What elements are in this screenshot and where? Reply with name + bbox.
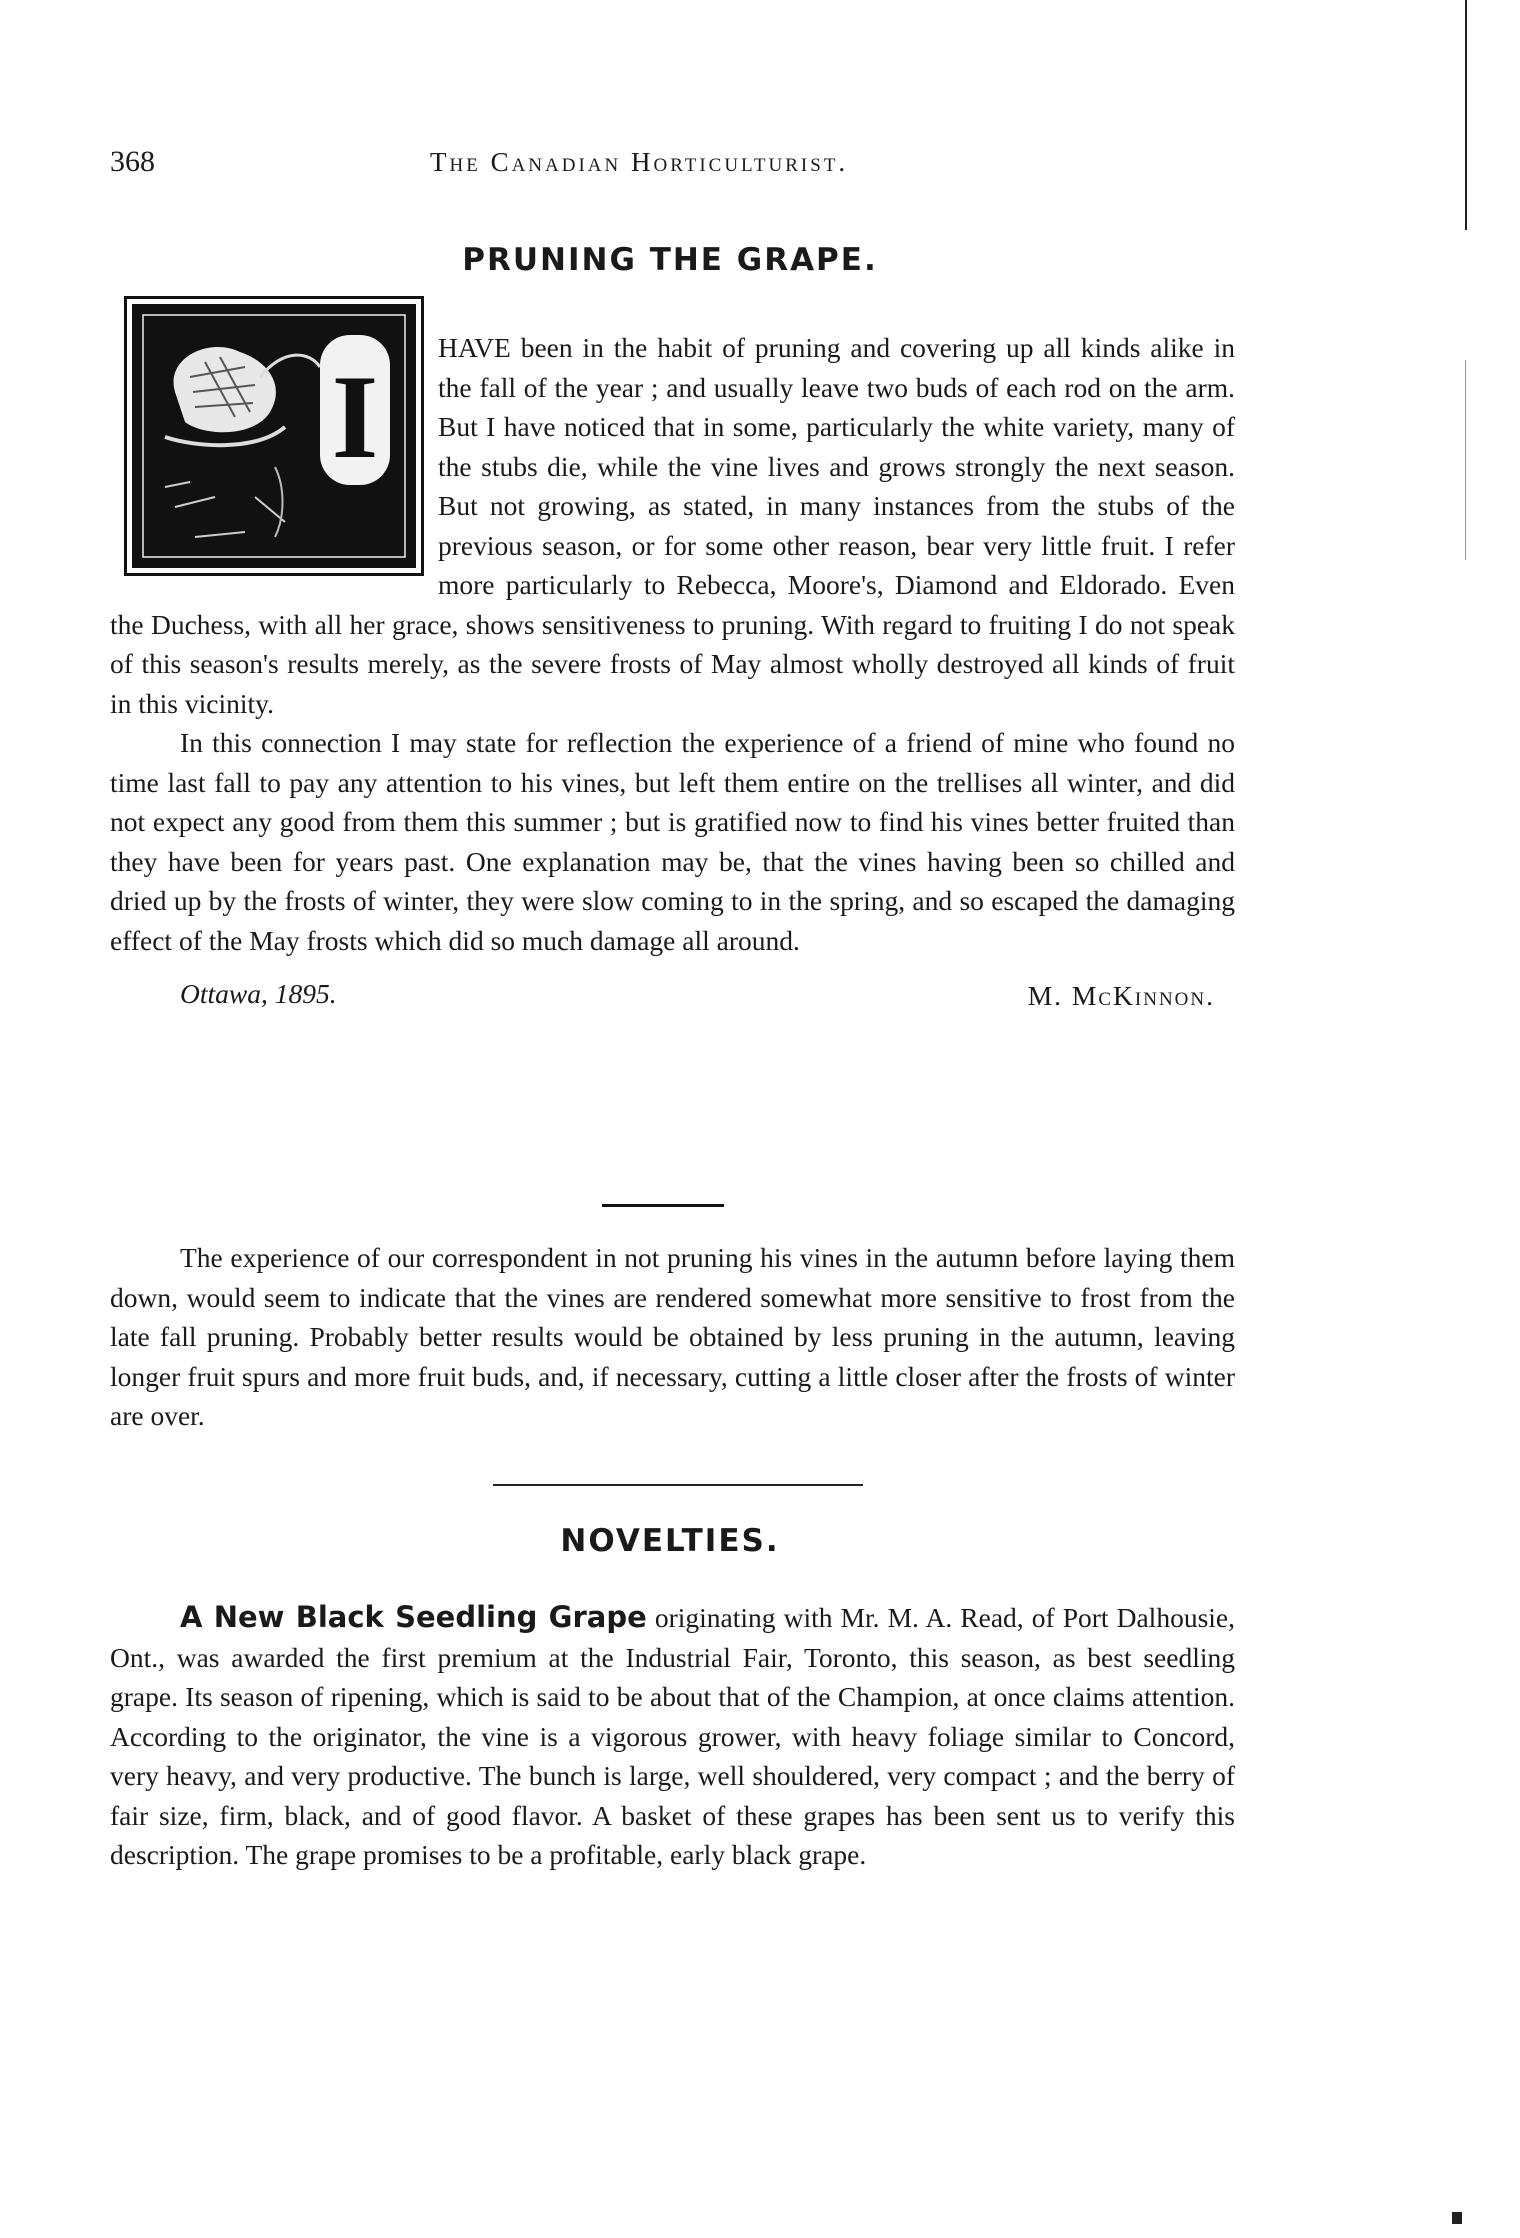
edge-rule — [1465, 0, 1467, 230]
page-number: 368 — [110, 145, 155, 178]
place-date: Ottawa, 1895. — [180, 978, 337, 1009]
article-novelties-body — [110, 1598, 1235, 1875]
signature-line — [110, 966, 1235, 1026]
edge-rule-faint — [1465, 360, 1466, 560]
section-divider-long — [493, 1484, 863, 1486]
dropcap-letter: I — [331, 350, 379, 483]
novelties-paragraph — [110, 1598, 1235, 1875]
editor-note-text: The experience of our correspondent in not pruning his vines in the autumn before laying them down, would seem to indicate that the vines are rendered somewhat more sensitive to frost from the late fall pruning. Probably better results would be obtained by less pruning in the autumn, leaving longer fruit spurs and more fruit buds, and, if necessary, cutting a little closer after the frosts of winter are over. — [110, 1242, 1235, 1431]
running-header — [110, 145, 1230, 185]
novelties-text: originating with Mr. M. A. Read, of Port Dalhousie, Ont., was awarded the first premium at the Industrial Fair, Toronto, this season, as best seedling grape. Its season of ripening, which is said to be about that of the Champion, at once claims attention. According to the originator, the vine is a vigorous grower, with heavy foliage similar to Concord, very heavy, and very productive. The bunch is large, well shouldered, very compact ; and the berry of fair size, firm, black, and of good flavor. A basket of these grapes has been sent us to verify this description. The grape promises to be a profitable, early black grape. — [110, 1602, 1235, 1870]
section-divider — [602, 1204, 724, 1207]
ornamental-dropcap — [132, 304, 416, 568]
paragraph-1: HAVE been in the habit of pruning and covering up all kinds alike in the fall of the year ; and usually leave two buds of each rod on the arm. But I have noticed that in some, particularly the white variety, many of the stubs die, while the vine lives and grows strongly the next season. But not growing, as stated, in many instances from the stubs of the previous season, or for some other reason, bear very little fruit. I refer more particularly to Rebecca, Moore's, Diamond and Eldorado. Even the Duchess, with all her grace, shows sensitiveness to pruning. With regard to fruiting I do not speak of this season's results merely, as the severe frosts of May almost wholly destroyed all kinds of fruit in this vicinity. — [110, 332, 1235, 719]
article-title-pruning: PRUNING THE GRAPE. — [462, 242, 878, 278]
corner-mark — [1452, 2212, 1462, 2224]
grape-ornament-icon — [135, 307, 413, 565]
article-pruning-body — [110, 328, 1235, 1026]
editor-note — [110, 1238, 1235, 1436]
article-title-novelties: NOVELTIES. — [560, 1523, 780, 1559]
running-title: The Canadian Horticulturist. — [430, 147, 849, 177]
lead-in: A New Black Seedling Grape — [180, 1600, 647, 1634]
paragraph-2: In this connection I may state for reflection the experience of a friend of mine who found no time last fall to pay any attention to his vines, but left them entire on the trellises all winter, and did not expect any good from them this summer ; but is gratified now to find his vines better fruited than they have been for years past. One explanation may be, that the vines having been so chilled and dried up by the frosts of winter, they were slow coming to in the spring, and so escaped the damaging effect of the May frosts which did so much damage all around. — [110, 727, 1235, 956]
author-name: M. McKinnon. — [1027, 980, 1215, 1011]
